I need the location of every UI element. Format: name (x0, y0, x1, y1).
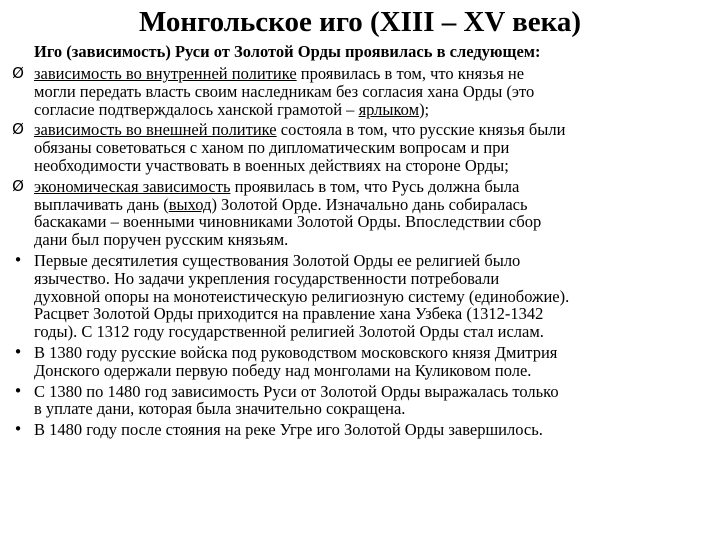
underlined-term: зависимость во внутренней политике (34, 64, 297, 83)
text-segment: годы). С 1312 году государственной религией Золотой Орды стал ислам. (34, 322, 544, 342)
underlined-term: выход (168, 194, 212, 214)
list-item-line (34, 65, 716, 83)
list-item-line (34, 213, 716, 231)
list-item (0, 178, 716, 249)
list-item-line (34, 252, 716, 270)
text-segment: Донского одержали первую победу над монголами на Куликовом поле. (34, 360, 532, 380)
list-item-line (34, 231, 716, 249)
arrow-bullet-icon: Ø (12, 120, 24, 139)
text-segment: баскаками – военными чиновниками Золотой Орды. Впоследствии сбор (34, 212, 542, 232)
underlined-term: зависимость во внешней политике (34, 120, 277, 140)
text-segment: Расцвет Золотой Орды приходится на правление хана Узбека (1312-1342 (34, 304, 544, 324)
underlined-term: экономическая зависимость (34, 176, 231, 196)
dot-bullet-icon: • (13, 342, 23, 361)
bullet-list (0, 65, 716, 442)
list-item (0, 421, 716, 439)
text-segment: ); (419, 99, 430, 119)
list-item (0, 344, 716, 380)
text-segment: в уплате дани, которая была значительно сокращена. (34, 399, 406, 419)
text-segment: проявилась в том, что Русь должна была (230, 176, 520, 196)
text-segment: духовной опоры на монотеистическую религиозную систему (единобожие). (34, 286, 570, 306)
list-item-line (34, 101, 716, 119)
list-item-line (34, 196, 716, 214)
text-segment: В 1480 году после стояния на реке Угре иго Золотой Орды завершилось. (34, 420, 543, 440)
text-segment: Первые десятилетия существования Золотой Орды ее религией было (34, 250, 521, 270)
text-segment: дани был поручен русским князьям. (34, 230, 289, 250)
list-item-line (34, 323, 716, 341)
text-segment: обязаны советоваться с ханом по дипломатическим вопросам и при (34, 138, 510, 158)
list-item-line (34, 178, 716, 196)
arrow-bullet-icon: Ø (12, 176, 24, 195)
list-item-line (34, 270, 716, 288)
dot-bullet-icon: • (13, 381, 23, 400)
text-segment: язычество. Но задачи укрепления государственности потребовали (34, 268, 500, 288)
list-item (0, 383, 716, 419)
underlined-term: ярлыком (358, 99, 420, 119)
list-item-line (34, 344, 716, 362)
text-segment: могли передать власть своим наследникам без согласия хана Орды (это (34, 81, 535, 101)
text-segment: ) Золотой Орде. Изначально дань собиралась (211, 194, 528, 214)
list-item (0, 121, 716, 174)
list-item-line (34, 400, 716, 418)
text-segment: С 1380 по 1480 год зависимость Руси от Золотой Орды выражалась только (34, 381, 559, 401)
text-segment: выплачивать дань ( (34, 194, 169, 214)
list-item-line (34, 362, 716, 380)
list-item-line (34, 383, 716, 401)
list-item (0, 252, 716, 341)
slide-subtitle: Иго (зависимость) Руси от Золотой Орды проявилась в следующем: (34, 42, 541, 61)
slide-title: Монгольское иго (XIII – XV века) (138, 6, 582, 38)
text-segment: состояла в том, что русские князья были (276, 120, 566, 140)
list-item-line (34, 305, 716, 323)
dot-bullet-icon: • (13, 420, 23, 439)
dot-bullet-icon: • (13, 250, 23, 269)
arrow-bullet-icon: Ø (12, 64, 24, 82)
text-segment: проявилась в том, что князья не (296, 64, 525, 83)
list-item-line (34, 139, 716, 157)
list-item-line (34, 288, 716, 306)
list-item (0, 65, 716, 118)
text-segment: согласие подтверждалось ханской грамотой – (34, 99, 359, 119)
text-segment: необходимости участвовать в военных действиях на стороне Орды; (34, 155, 509, 175)
list-item-line (34, 157, 716, 175)
text-segment: В 1380 году русские войска под руководством московского князя Дмитрия (34, 342, 558, 362)
list-item-line (34, 421, 716, 439)
list-item-line (34, 83, 716, 101)
list-item-line (34, 121, 716, 139)
